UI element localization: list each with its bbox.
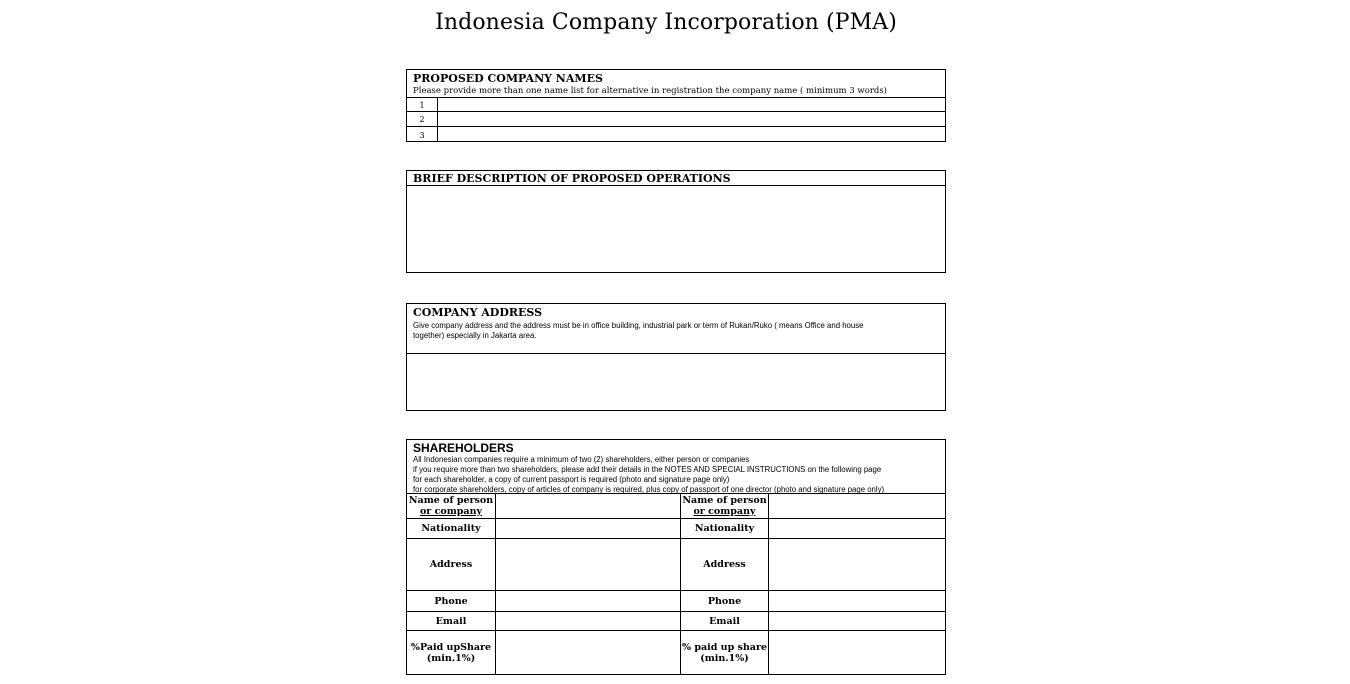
company-address-section [406, 303, 946, 411]
shareholder2-share-field[interactable] [769, 631, 945, 675]
company-address-field[interactable] [407, 354, 945, 410]
company-names-header: PROPOSED COMPANY NAMES [413, 72, 603, 85]
name-row-number-2: 2 [419, 115, 425, 124]
operations-header: BRIEF DESCRIPTION OF PROPOSED OPERATIONS [413, 172, 731, 185]
shareholder2-name-label [681, 494, 768, 518]
shareholder2-share-label [681, 631, 768, 675]
company-address-header: COMPANY ADDRESS [413, 306, 543, 319]
shareholder1-nationality-label: Nationality [421, 523, 481, 534]
company-name-field-3[interactable] [438, 127, 945, 141]
shareholder1-address-label: Address [429, 559, 473, 570]
shareholder2-name-field[interactable] [769, 494, 945, 518]
shareholder2-phone-field[interactable] [769, 591, 945, 611]
operations-section [406, 170, 946, 273]
shareholder1-phone-label: Phone [434, 595, 468, 607]
shareholder2-share-label-line1: % paid up share [681, 642, 767, 653]
company-address-note-line2: together) especially in Jakarta area. [413, 331, 537, 340]
shareholder2-address-label: Address [703, 559, 746, 570]
name-row-number-3: 3 [419, 131, 425, 140]
shareholders-note-3: for each shareholder, a copy of current passport is required (photo and signature page only) [413, 475, 730, 484]
shareholder1-share-label-line2: (min.1%) [426, 653, 476, 664]
company-names-section [406, 69, 946, 142]
shareholder1-share-label [407, 631, 495, 675]
shareholder2-nationality-field[interactable] [769, 519, 945, 538]
shareholder2-share-label-line2: (min.1%) [700, 653, 749, 664]
shareholder2-email-field[interactable] [769, 612, 945, 630]
page-title: Indonesia Company Incorporation (PMA) [435, 10, 897, 35]
shareholder2-email-label: Email [709, 615, 740, 627]
company-name-field-2[interactable] [438, 112, 945, 126]
shareholders-note-4: for corporate shareholders, copy of articles of company is required, plus copy of passport of one director (photo and signature page only) [413, 485, 885, 494]
shareholder1-address-field[interactable] [496, 539, 680, 590]
company-name-field-1[interactable] [438, 98, 945, 111]
shareholder1-name-label-line1: Name of person [408, 495, 494, 506]
shareholders-section [406, 439, 946, 675]
company-names-note: Please provide more than one name list for alternative in registration the company name ( minimum 3 words) [413, 86, 887, 96]
shareholder2-address-field[interactable] [769, 539, 945, 590]
shareholder2-nationality-label: Nationality [694, 523, 755, 534]
shareholder1-phone-field[interactable] [496, 591, 680, 611]
shareholders-note-2: if you require more than two shareholders, please add their details in the NOTES AND SPECIAL INSTRUCTIONS on the following page [413, 465, 882, 474]
shareholders-header: SHAREHOLDERS [413, 441, 514, 455]
operations-description-field[interactable] [407, 186, 945, 272]
shareholder1-email-field[interactable] [496, 612, 680, 630]
shareholder1-share-label-line1: %Paid upShare [410, 642, 492, 653]
shareholder1-name-label-line2: or company [419, 506, 483, 517]
shareholders-note-1: All Indonesian companies require a minimum of two (2) shareholders, either person or companies [413, 455, 750, 464]
shareholder2-name-label-line2: or company [693, 506, 756, 517]
shareholder2-name-label-line1: Name of person [682, 495, 767, 506]
company-address-note-line1: Give company address and the address must be in office building, industrial park or term of Rukan/Ruko ( means Office and house [413, 321, 864, 330]
shareholder1-name-label [407, 494, 495, 518]
shareholder1-nationality-field[interactable] [496, 519, 680, 538]
shareholder2-phone-label: Phone [707, 595, 742, 607]
shareholder1-share-field[interactable] [496, 631, 680, 675]
shareholder1-email-label: Email [435, 615, 467, 627]
name-row-number-1: 1 [419, 101, 425, 110]
shareholder1-name-field[interactable] [496, 494, 680, 518]
